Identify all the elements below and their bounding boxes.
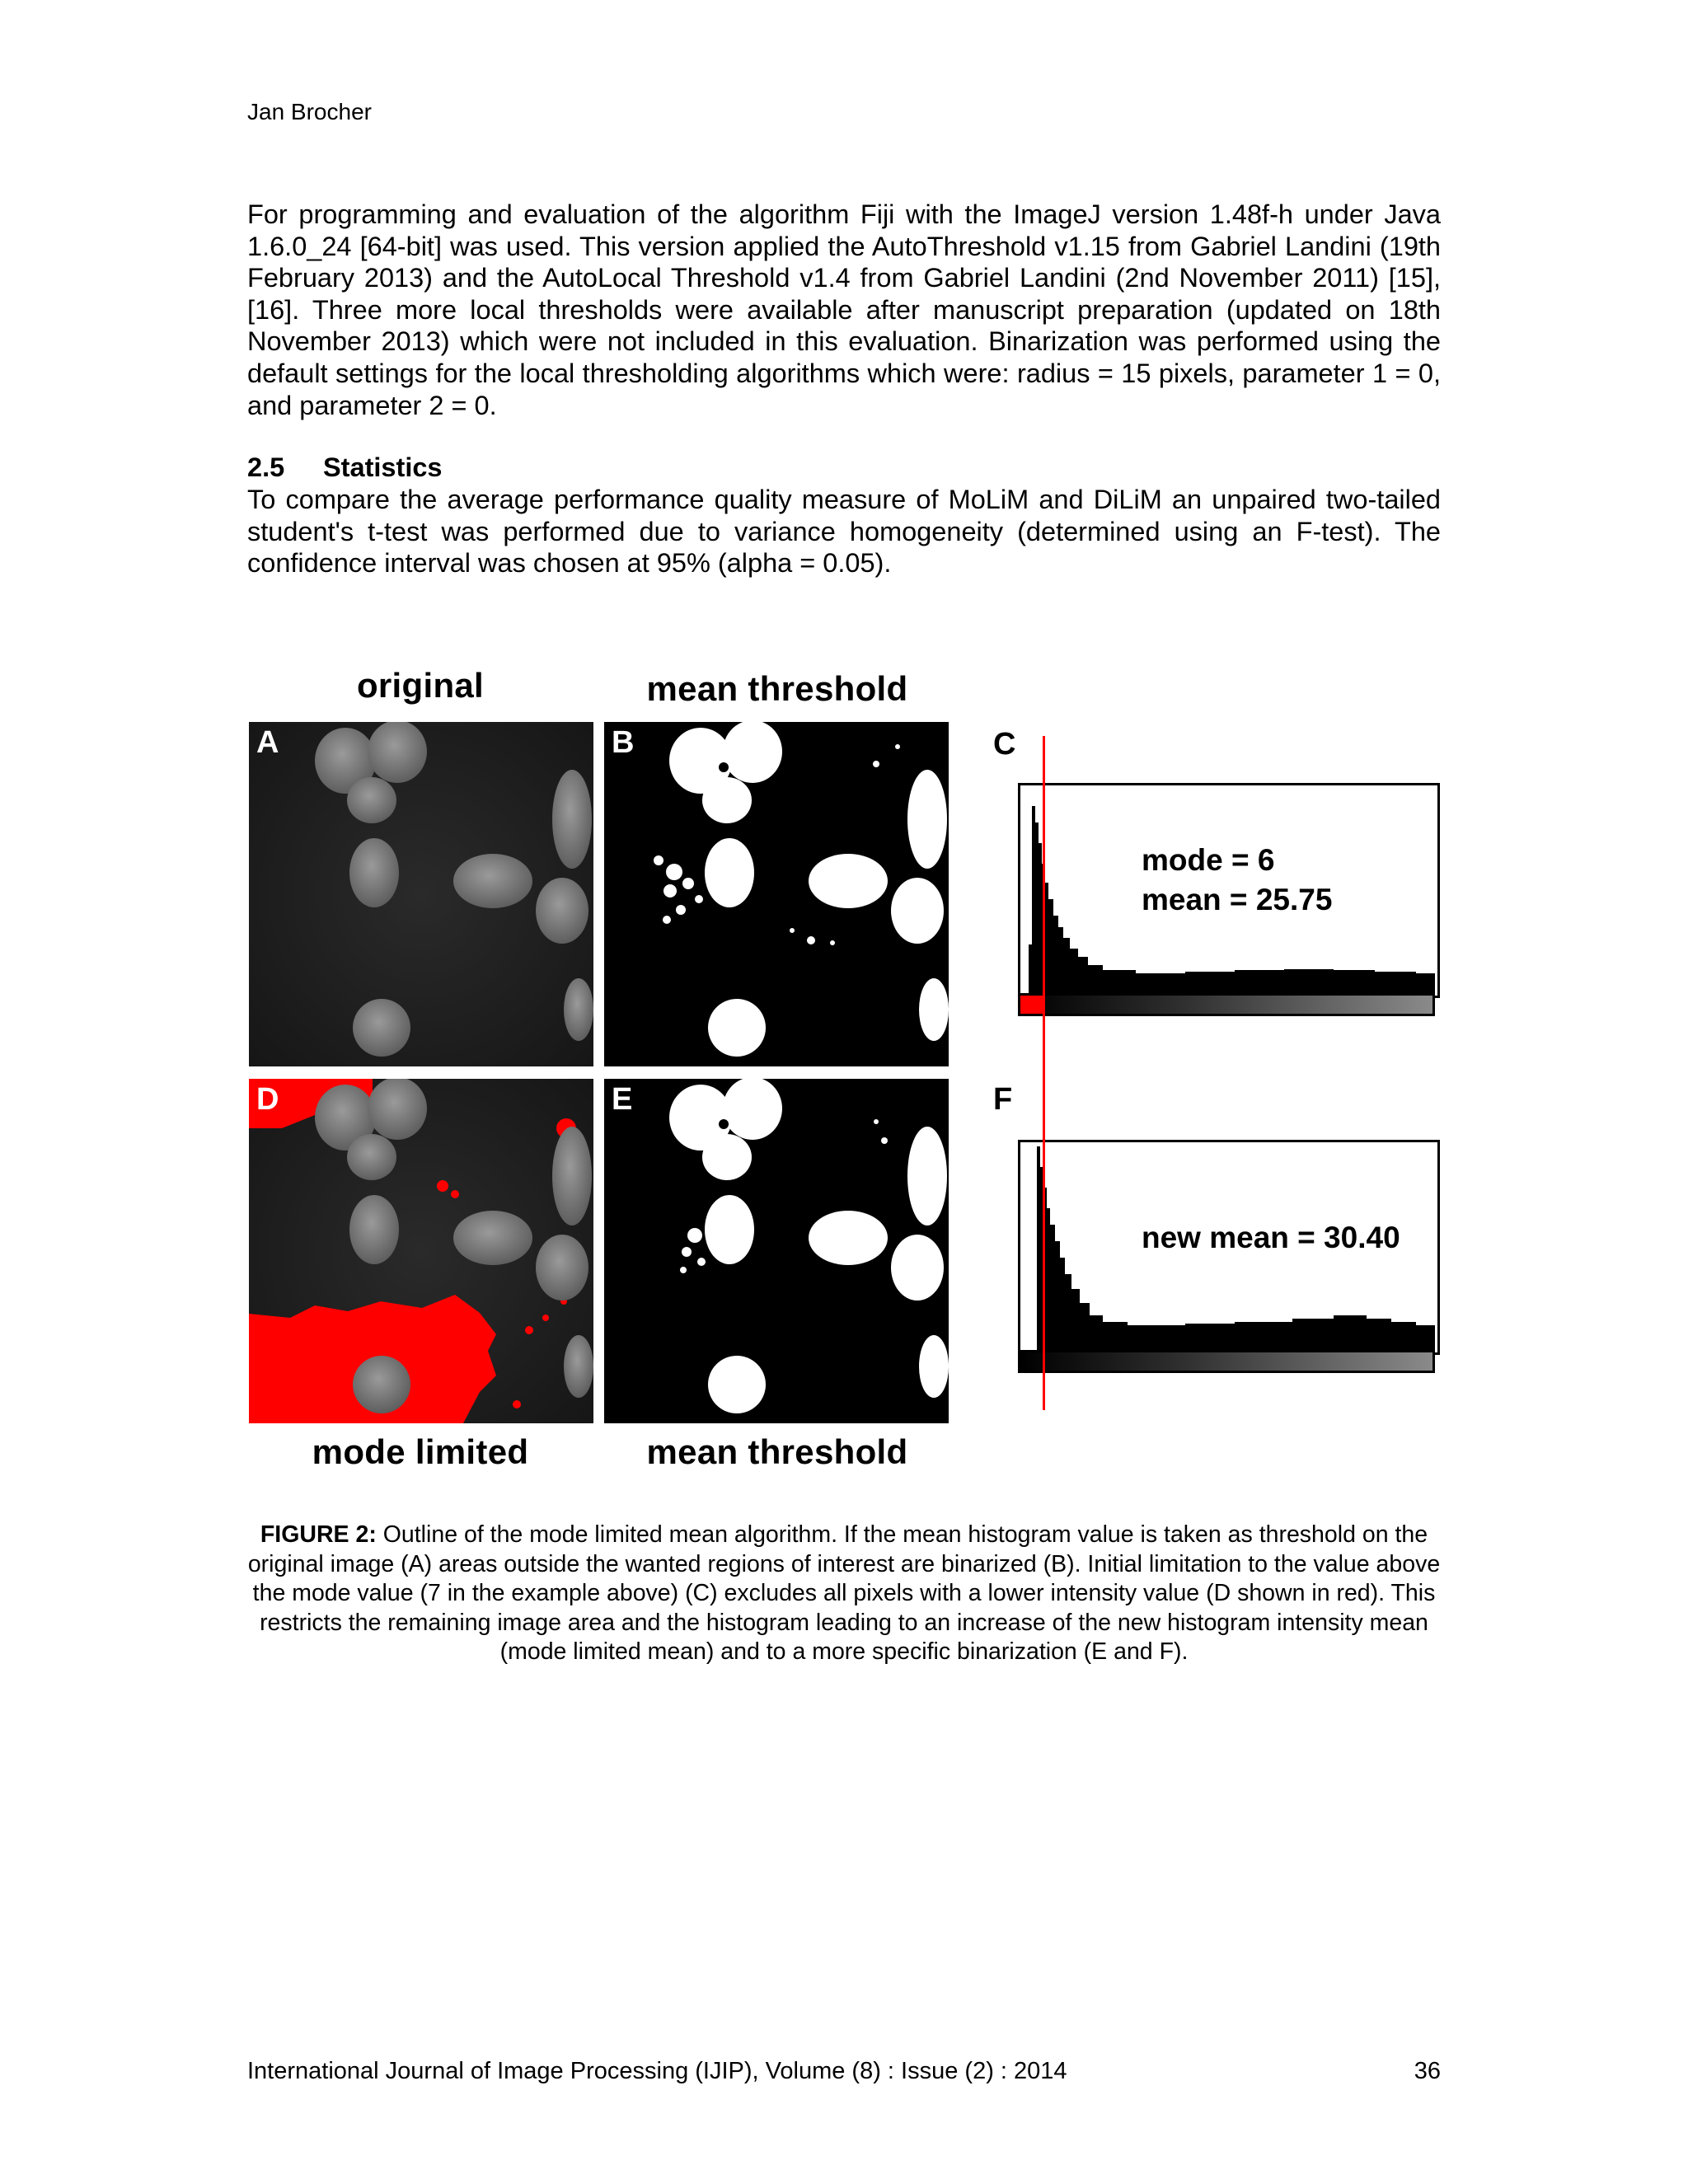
panel-label-b: B (612, 725, 635, 760)
figure-title-mean-threshold-bottom: mean threshold (646, 1432, 908, 1471)
panel-label-c: C (993, 727, 1016, 762)
body-paragraph-statistics: To compare the average performance quality measure of MoLiM and DiLiM an unpaired two-tailed student's t-test was performed due to variance homogeneity (determined using an F-test). The confidence interval was chosen at 95% (alpha = 0.05). (247, 485, 1441, 579)
figure-caption-text: Outline of the mode limited mean algorithm. If the mean histogram value is taken as threshold on the original image (A) areas outside the wanted regions of interest are binarized (B). Initial limitation to the value above the mode value (7 in the example above) (C) excludes all pixels with a lower intensity value (D shown in red). This restricts the remaining image area and the histogram leading to an increase of the new histogram intensity mean (mode limited mean) and to a more specific binarization (E and F). (247, 1521, 1441, 1665)
section-title: Statistics (323, 452, 443, 482)
figure-title-original: original (356, 666, 485, 705)
figure-title-mean-threshold-top: mean threshold (646, 669, 908, 708)
histogram-c-mode: mode = 6 (1142, 843, 1275, 877)
histogram-f-new-mean: new mean = 30.40 (1142, 1221, 1400, 1254)
original-nuclei-image (249, 722, 593, 1066)
panel-label-a: A (256, 725, 279, 760)
figure-title-mode-limited: mode limited (312, 1432, 529, 1471)
histogram-c-gradient-bar (1018, 993, 1435, 1016)
binarized-image-b (604, 722, 949, 1066)
section-number: 2.5 (247, 452, 285, 482)
histogram-c (1018, 783, 1440, 1019)
panel-label-e: E (612, 1082, 633, 1117)
body-paragraph-methods: For programming and evaluation of the algorithm Fiji with the ImageJ version 1.48f-h under Java 1.6.0_24 [64-bit] was used. This version applied the AutoThreshold v1.15 from Gabriel Landini (19th February 2013) and the AutoLocal Threshold v1.4 from Gabriel Landini (2nd November 2011) [15], [16]. Three more local thresholds were available after manuscript preparation (updated on 18th November 2013) which were not included in this evaluation. Binarization was performed using the default settings for the local thresholding algorithms which were: radius = 15 pixels, parameter 1 = 0, and parameter 2 = 0. (247, 199, 1441, 420)
section-heading (247, 452, 443, 483)
running-header-author: Jan Brocher (247, 99, 372, 124)
panel-a-original-image (249, 722, 593, 1066)
histogram-c-mean: mean = 25.75 (1142, 883, 1333, 916)
panel-d-mode-limited (249, 1079, 593, 1423)
panel-b-mean-threshold (604, 722, 949, 1066)
panel-e-mean-threshold (604, 1079, 949, 1423)
binarized-image-e (604, 1079, 949, 1423)
histogram-c-stats (1142, 841, 1332, 920)
figure-caption (247, 1521, 1441, 1667)
mode-limited-overlay-image (249, 1079, 593, 1423)
panel-label-f: F (993, 1082, 1013, 1117)
mode-threshold-line (1043, 736, 1045, 1410)
histogram-c-red-excluded-range (1020, 996, 1043, 1014)
histogram-f-gradient-bar (1018, 1350, 1435, 1373)
panel-label-d: D (256, 1082, 279, 1117)
figure-caption-label: FIGURE 2: (260, 1521, 377, 1548)
footer-page-number: 36 (1414, 2058, 1441, 2084)
footer-journal: International Journal of Image Processing (IJIP), Volume (8) : Issue (2) : 2014 (247, 2058, 1067, 2084)
histogram-f (1018, 1140, 1440, 1376)
